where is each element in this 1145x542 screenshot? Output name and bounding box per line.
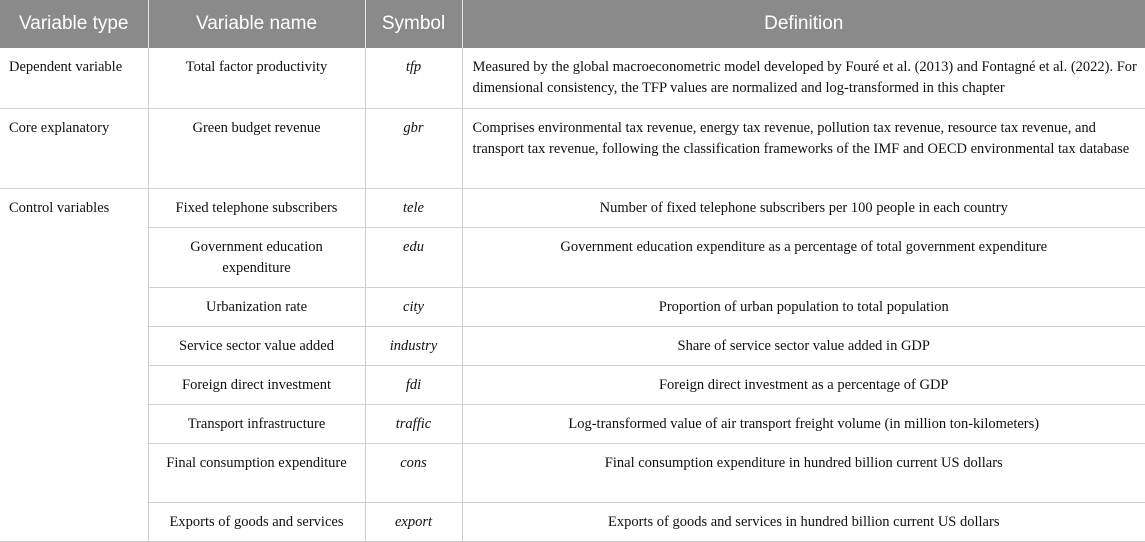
symbol-cell: cons: [365, 443, 462, 502]
header-row: [0, 0, 1145, 48]
variable-name-cell: Foreign direct investment: [148, 365, 365, 404]
table-row: [0, 287, 1145, 326]
variable-name-cell: Green budget revenue: [148, 108, 365, 188]
symbol-cell: industry: [365, 326, 462, 365]
table-row: [0, 227, 1145, 287]
symbol-cell: tfp: [365, 48, 462, 108]
definition-cell: Government education expenditure as a percentage of total government expenditure: [462, 227, 1145, 287]
table-row: [0, 326, 1145, 365]
table-row: [0, 502, 1145, 541]
variable-name-cell: Fixed telephone subscribers: [148, 188, 365, 227]
variable-type-cell: Dependent variable: [0, 48, 148, 108]
symbol-cell: gbr: [365, 108, 462, 188]
definition-cell: Share of service sector value added in GDP: [462, 326, 1145, 365]
symbol-cell: tele: [365, 188, 462, 227]
symbol-cell: city: [365, 287, 462, 326]
definition-cell: Log-transformed value of air transport freight volume (in million ton-kilometers): [462, 404, 1145, 443]
symbol-cell: fdi: [365, 365, 462, 404]
definition-cell: Proportion of urban population to total population: [462, 287, 1145, 326]
table-row: [0, 443, 1145, 502]
header-variable-name: Variable name: [148, 0, 365, 48]
symbol-cell: edu: [365, 227, 462, 287]
definition-cell: Exports of goods and services in hundred billion current US dollars: [462, 502, 1145, 541]
variable-type-cell: Control variables: [0, 188, 148, 541]
table-row: [0, 188, 1145, 227]
header-variable-type: Variable type: [0, 0, 148, 48]
table-row: [0, 108, 1145, 188]
definition-cell: Final consumption expenditure in hundred billion current US dollars: [462, 443, 1145, 502]
header-symbol: Symbol: [365, 0, 462, 48]
symbol-cell: traffic: [365, 404, 462, 443]
variable-name-cell: Urbanization rate: [148, 287, 365, 326]
symbol-cell: export: [365, 502, 462, 541]
variable-name-cell: Final consumption expenditure: [148, 443, 365, 502]
table-row: [0, 48, 1145, 108]
variable-name-cell: Service sector value added: [148, 326, 365, 365]
table-row: [0, 404, 1145, 443]
variable-type-cell: Core explanatory: [0, 108, 148, 188]
definition-cell: Foreign direct investment as a percentage of GDP: [462, 365, 1145, 404]
variable-name-cell: Exports of goods and services: [148, 502, 365, 541]
header-definition: Definition: [462, 0, 1145, 48]
definition-cell: Measured by the global macroeconometric model developed by Fouré et al. (2013) and Fontagné et al. (2022). For dimensional consistency, the TFP values are normalized and log-transformed in this chapter: [462, 48, 1145, 108]
variable-name-cell: Government education expenditure: [148, 227, 365, 287]
definition-cell: Number of fixed telephone subscribers per 100 people in each country: [462, 188, 1145, 227]
variable-name-cell: Total factor productivity: [148, 48, 365, 108]
table-row: [0, 365, 1145, 404]
variable-name-cell: Transport infrastructure: [148, 404, 365, 443]
definition-cell: Comprises environmental tax revenue, energy tax revenue, pollution tax revenue, resource tax revenue, and transport tax revenue, following the classification frameworks of the IMF and OECD environmental tax database: [462, 108, 1145, 188]
